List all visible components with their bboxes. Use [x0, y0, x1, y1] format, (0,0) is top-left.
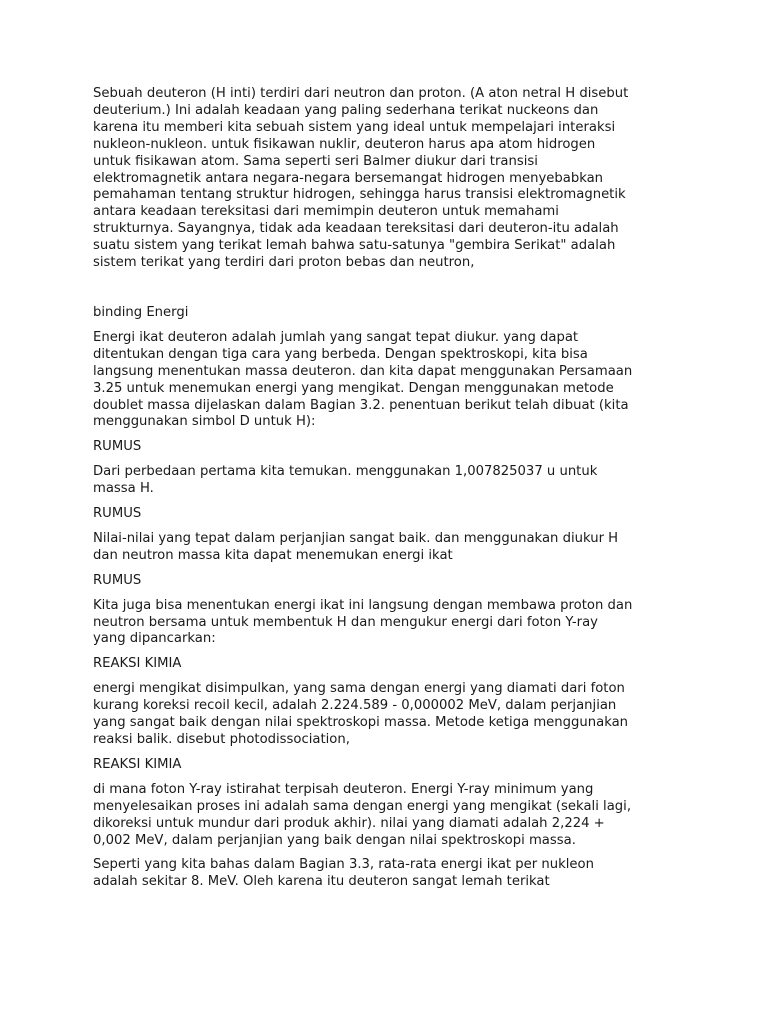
mass-difference-paragraph: Dari perbedaan pertama kita temukan. menggunakan 1,007825037 u untuk massa H. [93, 464, 598, 497]
formula-placeholder-3: RUMUS [93, 572, 142, 588]
formula-placeholder-1: RUMUS [93, 439, 142, 455]
direct-measurement-paragraph: Kita juga bisa menentukan energi ikat ini langsung dengan membawa proton dan neutron bersama untuk membentuk H dan mengukur energi dari foton Y-ray yang dipancarkan: [93, 597, 633, 647]
binding-energy-paragraph: Energi ikat deuteron adalah jumlah yang sangat tepat diukur. yang dapat ditentukan dengan tiga cara yang berbeda. Dengan spektroskopi, kita bisa langsung menentukan massa deuteron. dan kita dapat menggunakan Persamaan 3.25 untuk menemukan energi yang mengikat. Dengan menggunakan metode doublet massa dijelaskan dalam Bagian 3.2. penentuan berikut telah dibuat (kita menggunakan simbol D untuk H): [93, 329, 633, 430]
inferred-energy-paragraph: energi mengikat disimpulkan, yang sama dengan energi yang diamati dari foton kurang koreksi recoil kecil, adalah 2.224.589 - 0,000002 MeV, dalam perjanjian yang sangat baik dengan nilai spektroskopi massa. Metode ketiga menggunakan reaksi balik. disebut photodissociation, [93, 681, 629, 747]
average-binding-energy-paragraph: Seperti yang kita bahas dalam Bagian 3.3, rata-rata energi ikat per nukleon adalah sekitar 8. MeV. Oleh karena itu deuteron sangat lemah terikat [93, 857, 594, 890]
precise-values-paragraph: Nilai-nilai yang tepat dalam perjanjian sangat baik. dan menggunakan diukur H dan neutron massa kita dapat menemukan energi ikat [93, 530, 619, 563]
photodissociation-paragraph: di mana foton Y-ray istirahat terpisah deuteron. Energi Y-ray minimum yang menyelesaikan proses ini adalah sama dengan energi yang mengikat (sekali lagi, dikoreksi untuk mundur dari produk akhir). nilai yang diamati adalah 2,224 + 0,002 MeV, dalam perjanjian yang baik dengan nilai spektroskopi massa. [93, 781, 632, 848]
reaction-placeholder-1: REAKSI KIMIA [93, 656, 182, 672]
document-page [93, 86, 693, 891]
reaction-placeholder-2: REAKSI KIMIA [93, 756, 182, 772]
intro-paragraph: Sebuah deuteron (H inti) terdiri dari neutron dan proton. (A aton netral H disebut deuterium.) Ini adalah keadaan yang paling sederhana terikat nuckeons dan karena itu memberi kita sebuah sistem yang ideal untuk mempelajari interaksi nukleon-nukleon. untuk fisikawan nuklir, deuteron harus apa atom hidrogen untuk fisikawan atom. Sama seperti seri Balmer diukur dari transisi elektromagnetik antara negara-negara bersemangat hidrogen menyebabkan pemahaman tentang struktur hidrogen, sehingga harus transisi elektromagnetik antara keadaan tereksitasi dari memimpin deuteron untuk memahami strukturnya. Sayangnya, tidak ada keadaan tereksitasi dari deuteron-itu adalah suatu sistem yang terikat lemah bahwa satu-satunya "gembira Serikat" adalah sistem terikat yang terdiri dari proton bebas dan neutron, [93, 86, 629, 271]
section-heading-binding-energy: binding Energi [93, 304, 189, 320]
formula-placeholder-2: RUMUS [93, 506, 142, 522]
